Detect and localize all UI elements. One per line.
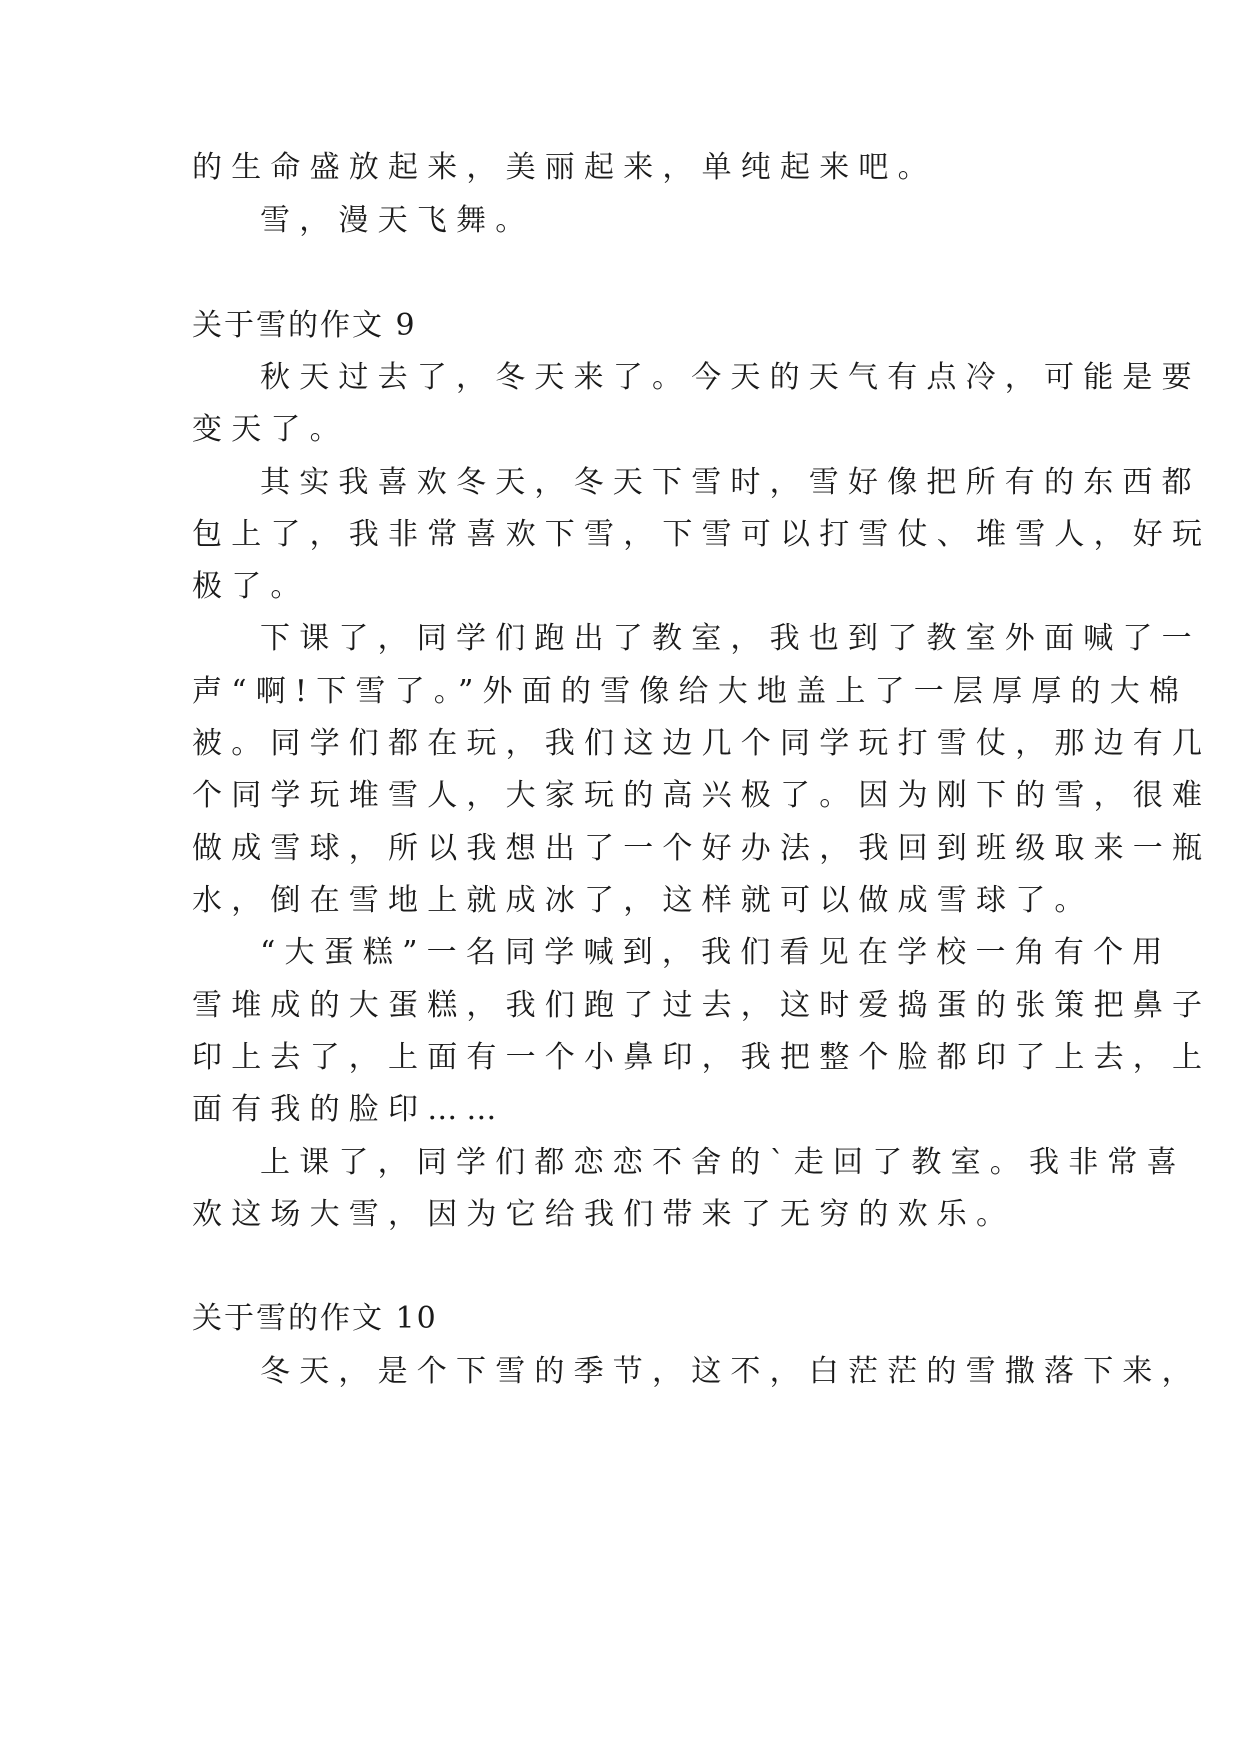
essay-9-p4-line-1: “大蛋糕”一名同学喊到，我们看见在学校一角有个用 (260, 935, 1172, 970)
essay-9-p3-line-2: 声“啊!下雪了。”外面的雪像给大地盖上了一层厚厚的大棉 (192, 674, 1189, 709)
essay-9-p4-line-2: 雪堆成的大蛋糕，我们跑了过去，这时爱捣蛋的张策把鼻子 (192, 988, 1212, 1023)
intro-line-2: 雪，漫天飞舞。 (260, 203, 535, 238)
essay-9-p3-line-4: 个同学玩堆雪人，大家玩的高兴极了。因为刚下的雪，很难 (192, 778, 1212, 813)
essay-9-p3-line-6: 水，倒在雪地上就成冰了，这样就可以做成雪球了。 (192, 883, 1094, 918)
essay-9-p4-line-4: 面有我的脸印…… (192, 1092, 506, 1127)
essay-9-p2-line-1: 其实我喜欢冬天，冬天下雪时，雪好像把所有的东西都 (260, 465, 1201, 500)
intro-line-1: 的生命盛放起来，美丽起来，单纯起来吧。 (192, 150, 937, 185)
essay-9-p1-line-2: 变天了。 (192, 412, 349, 447)
essay-10-title: 关于雪的作文 10 (192, 1301, 438, 1336)
essay-9-p2-line-3: 极了。 (192, 569, 310, 604)
essay-9-title: 关于雪的作文 9 (192, 308, 417, 343)
essay-9-p3-line-3: 被。同学们都在玩，我们这边几个同学玩打雪仗，那边有几 (192, 726, 1212, 761)
essay-9-p3-line-5: 做成雪球，所以我想出了一个好办法，我回到班级取来一瓶 (192, 831, 1212, 866)
essay-9-p2-line-2: 包上了，我非常喜欢下雪，下雪可以打雪仗、堆雪人，好玩 (192, 517, 1212, 552)
essay-10-p1-line-1: 冬天，是个下雪的季节，这不，白茫茫的雪撒落下来， (260, 1354, 1201, 1389)
essay-9-p4-line-3: 印上去了，上面有一个小鼻印，我把整个脸都印了上去，上 (192, 1040, 1212, 1075)
essay-9-p3-line-1: 下课了，同学们跑出了教室，我也到了教室外面喊了一 (260, 621, 1201, 656)
essay-9-p5-line-2: 欢这场大雪，因为它给我们带来了无穷的欢乐。 (192, 1197, 1016, 1232)
essay-9-p5-line-1: 上课了，同学们都恋恋不舍的`走回了教室。我非常喜 (260, 1145, 1186, 1180)
essay-9-p1-line-1: 秋天过去了，冬天来了。今天的天气有点冷，可能是要 (260, 360, 1201, 395)
